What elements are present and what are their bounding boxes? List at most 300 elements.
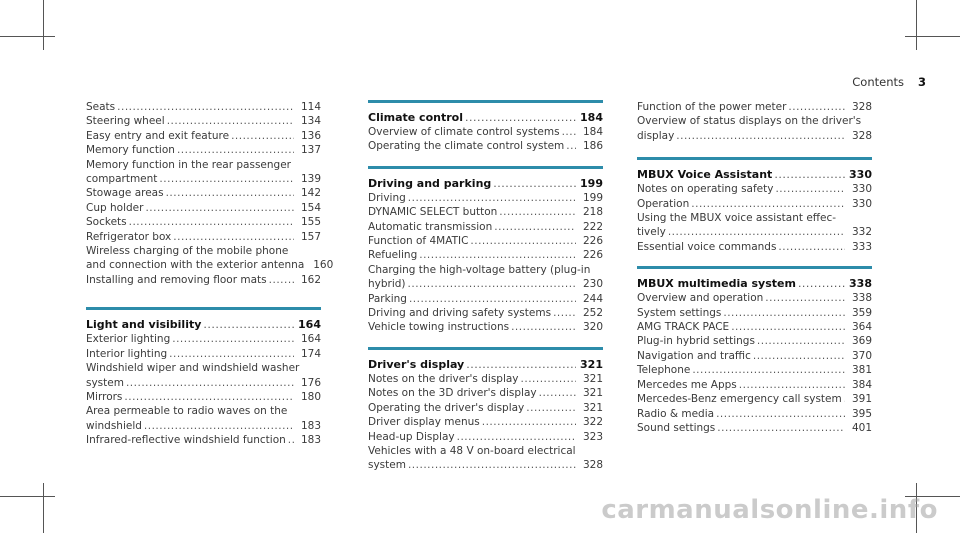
- dot-leader: [126, 376, 294, 390]
- toc-page-number: 162: [300, 273, 321, 286]
- toc-entry-line: [368, 139, 603, 153]
- toc-page-number: 139: [300, 173, 321, 186]
- toc-page-number: 160: [313, 259, 334, 272]
- dot-leader: [167, 114, 294, 128]
- toc-entry-text: and connection with the exterior antenna: [86, 259, 305, 272]
- toc-entry-line: [637, 421, 872, 435]
- section-heading[interactable]: [637, 168, 872, 182]
- toc-entry-line: [368, 125, 603, 139]
- toc-entry-line: [368, 458, 603, 472]
- toc-entry-line: [368, 401, 603, 415]
- dot-leader: [129, 215, 294, 229]
- toc-entry-text: Overview of climate control systems: [368, 126, 560, 138]
- header-title: Contents: [852, 75, 904, 89]
- dot-leader: [676, 129, 845, 143]
- toc-page-number: 164: [300, 333, 321, 346]
- section-page-number: 164: [298, 318, 321, 332]
- toc-entry[interactable]: [637, 100, 872, 114]
- dot-leader: [731, 320, 845, 334]
- toc-entry-text: Using the MBUX voice assistant effec-: [637, 212, 837, 225]
- toc-page-number: 328: [851, 101, 872, 113]
- dot-leader: [798, 277, 845, 291]
- toc-entry-text: Seats: [86, 101, 116, 113]
- toc-entry-text: Easy entry and exit feature: [86, 129, 230, 142]
- toc-entry-text: Operation: [637, 197, 690, 210]
- toc-entry-line: [368, 263, 603, 277]
- toc-entry-text: Installing and removing floor mats: [86, 273, 267, 286]
- section-title: Light and visibility: [86, 318, 202, 332]
- toc-entry[interactable]: [637, 392, 872, 406]
- toc-entry[interactable]: [86, 390, 321, 404]
- toc-page-number: 369: [851, 335, 872, 348]
- toc-entry-line: [368, 320, 603, 334]
- toc-entry[interactable]: [86, 361, 321, 390]
- toc-page-number: 384: [851, 378, 872, 391]
- toc-entry-text: Sockets: [86, 216, 127, 229]
- toc-entry-text: Mercedes me Apps: [637, 378, 737, 391]
- toc-entry-line: [86, 258, 334, 272]
- toc-entry[interactable]: [368, 430, 603, 444]
- toc-entry[interactable]: [637, 197, 872, 211]
- toc-page-number: 381: [851, 364, 872, 377]
- toc-entry[interactable]: [86, 129, 321, 143]
- toc-page-number: 154: [300, 201, 321, 214]
- toc-entry[interactable]: [86, 186, 321, 200]
- toc-entry-text: Driving: [368, 191, 406, 204]
- section-page-number: 330: [849, 168, 872, 182]
- toc-page-number: 142: [300, 187, 321, 200]
- dot-leader: [159, 172, 294, 186]
- toc-page-number: 226: [582, 235, 603, 248]
- section-heading[interactable]: [637, 277, 872, 291]
- section-page-number: 321: [580, 357, 603, 371]
- toc-entry-line: [368, 220, 603, 234]
- toc-entry[interactable]: [368, 292, 603, 306]
- toc-entry[interactable]: [637, 291, 872, 305]
- toc-entry[interactable]: [637, 114, 872, 143]
- crop-mark: [43, 0, 44, 50]
- toc-page-number: 199: [582, 191, 603, 204]
- toc-entry-text: Parking: [368, 292, 407, 305]
- toc-page-number: 333: [851, 240, 872, 253]
- toc-entry[interactable]: [86, 404, 321, 433]
- dot-leader: [408, 191, 576, 205]
- toc-entry-text: display: [637, 129, 675, 142]
- toc-page-number: 332: [851, 226, 872, 239]
- toc-section: [368, 166, 603, 335]
- toc-entry-line: [86, 244, 321, 258]
- toc-entry-text: Operating the driver's display: [368, 401, 525, 414]
- dot-leader: [499, 205, 576, 219]
- toc-entry-text: Function of the power meter: [637, 101, 787, 113]
- toc-page-number: 114: [300, 101, 321, 113]
- toc-entry-line: [86, 172, 321, 186]
- toc-entry[interactable]: [368, 139, 603, 153]
- dot-leader: [145, 201, 294, 215]
- section-heading[interactable]: [368, 358, 603, 372]
- toc-entry-line: [637, 349, 872, 363]
- toc-entry-text: Refueling: [368, 249, 418, 262]
- toc-entry-line: [637, 334, 872, 348]
- toc-page-number: 321: [582, 387, 603, 400]
- section-page-number: 338: [849, 277, 872, 291]
- section-heading-line: [368, 358, 603, 372]
- toc-entry-line: [368, 205, 603, 219]
- toc-entry-text: Notes on operating safety: [637, 183, 774, 196]
- toc-entry[interactable]: [368, 444, 603, 473]
- toc-entry-text: Vehicle towing instructions: [368, 321, 510, 334]
- toc-entry-line: [86, 390, 321, 404]
- dot-leader: [716, 407, 845, 421]
- dot-leader: [494, 220, 576, 234]
- toc-entry-line: [86, 158, 321, 172]
- toc-page-number: 136: [300, 129, 321, 142]
- dot-leader: [562, 125, 576, 139]
- dot-leader: [482, 415, 576, 429]
- toc-page-number: 155: [300, 216, 321, 229]
- toc-page-number: 322: [582, 416, 603, 429]
- toc-entry[interactable]: [86, 347, 321, 361]
- toc-entry-line: [86, 273, 321, 287]
- toc-section: [368, 100, 603, 154]
- toc-entry[interactable]: [86, 273, 321, 287]
- toc-column-1: [86, 100, 334, 448]
- toc-page-number: 180: [300, 390, 321, 403]
- section-heading-line: [368, 177, 603, 191]
- dot-leader: [288, 433, 294, 447]
- toc-page-number: 184: [582, 126, 603, 138]
- section-rule: [368, 347, 603, 350]
- dot-leader: [231, 129, 294, 143]
- dot-leader: [144, 419, 294, 433]
- toc-entry[interactable]: [637, 407, 872, 421]
- toc-entry-line: [637, 225, 872, 239]
- toc-page-number: 370: [851, 349, 872, 362]
- crop-mark: [0, 496, 55, 497]
- toc-entry-text: Area permeable to radio waves on the: [86, 405, 288, 418]
- toc-entry-text: system: [368, 459, 406, 472]
- toc-entry-text: system: [86, 376, 124, 389]
- toc-page-number: 134: [300, 115, 321, 128]
- toc-entry-line: [637, 407, 872, 421]
- section-heading-line: [637, 168, 872, 182]
- section-rule: [637, 266, 872, 269]
- dot-leader: [177, 143, 294, 157]
- section-rule: [86, 307, 321, 310]
- toc-entry-line: [637, 291, 872, 305]
- section-heading-line: [86, 318, 321, 332]
- toc-page-number: 137: [300, 144, 321, 157]
- toc-entry[interactable]: [637, 378, 872, 392]
- toc-page-number: 359: [851, 306, 872, 319]
- toc-entry[interactable]: [637, 363, 872, 377]
- toc-page-number: 338: [851, 292, 872, 305]
- toc-page-number: 226: [582, 249, 603, 262]
- dot-leader: [778, 240, 845, 254]
- toc-page-number: 183: [300, 434, 321, 447]
- toc-page-number: 244: [582, 292, 603, 305]
- toc-entry-line: [637, 306, 872, 320]
- toc-entry-line: [637, 320, 872, 334]
- toc-column-2: [368, 100, 603, 473]
- dot-leader: [511, 320, 576, 334]
- toc-page-number: 401: [851, 421, 872, 434]
- section-heading[interactable]: [86, 318, 321, 332]
- toc-entry[interactable]: [368, 248, 603, 262]
- dot-leader: [539, 386, 576, 400]
- section-title: MBUX multimedia system: [637, 277, 796, 291]
- toc-entry-line: [368, 444, 603, 458]
- toc-entry-line: [86, 347, 321, 361]
- toc-entry-text: System settings: [637, 306, 722, 319]
- crop-mark: [916, 0, 917, 50]
- toc-entry-text: Mirrors: [86, 390, 123, 403]
- toc-entry[interactable]: [86, 100, 321, 114]
- toc-entry-line: [368, 234, 603, 248]
- toc-entry-text: Interior lighting: [86, 347, 168, 360]
- dot-leader: [470, 234, 576, 248]
- toc-entry-line: [86, 376, 321, 390]
- toc-entry-text: Radio & media: [637, 407, 715, 420]
- toc-entry-line: [368, 292, 603, 306]
- toc-entry[interactable]: [637, 334, 872, 348]
- dot-leader: [668, 225, 845, 239]
- toc-entry-text: compartment: [86, 173, 158, 186]
- toc-entry[interactable]: [637, 306, 872, 320]
- toc-entry-text: Steering wheel: [86, 115, 165, 128]
- toc-page-number: 183: [300, 419, 321, 432]
- toc-entry-line: [637, 182, 872, 196]
- dot-leader: [172, 332, 294, 346]
- toc-entry-text: Automatic transmission: [368, 220, 493, 233]
- toc-entry[interactable]: [637, 349, 872, 363]
- toc-page-number: 218: [582, 206, 603, 219]
- toc-entry-text: tively: [637, 226, 666, 239]
- toc-page-number: 395: [851, 407, 872, 420]
- toc-page-number: 323: [582, 430, 603, 443]
- toc-entry-line: [637, 240, 872, 254]
- dot-leader: [723, 306, 845, 320]
- toc-entry-line: [368, 191, 603, 205]
- toc-entry-text: Infrared-reflective windshield function: [86, 434, 286, 447]
- toc-page-number: 252: [582, 307, 603, 320]
- section-page-number: 184: [580, 111, 603, 124]
- toc-page-number: 330: [851, 183, 872, 196]
- dot-leader: [493, 177, 576, 191]
- toc-entry[interactable]: [86, 201, 321, 215]
- toc-section: [637, 266, 872, 435]
- toc-entry-line: [368, 386, 603, 400]
- dot-leader: [765, 291, 845, 305]
- section-title: Climate control: [368, 111, 463, 124]
- toc-entry[interactable]: [86, 433, 321, 447]
- toc-page-number: 364: [851, 321, 872, 334]
- toc-entry[interactable]: [368, 401, 603, 415]
- toc-entry-line: [637, 363, 872, 377]
- toc-entry[interactable]: [637, 320, 872, 334]
- toc-entry-line: [368, 306, 603, 320]
- toc-entry-text: AMG TRACK PACE: [637, 321, 730, 334]
- page-header: [852, 75, 926, 89]
- toc-entry-text: Function of 4MATIC: [368, 235, 469, 248]
- toc-section: [637, 157, 872, 254]
- toc-entry-text: Plug-in hybrid settings: [637, 335, 755, 348]
- toc-entry-text: Wireless charging of the mobile phone: [86, 245, 289, 258]
- toc-entry-text: Memory function: [86, 144, 175, 157]
- toc-entry[interactable]: [368, 234, 603, 248]
- toc-entry-line: [86, 100, 321, 114]
- toc-entry-line: [368, 277, 603, 291]
- toc-entry-text: windshield: [86, 419, 142, 432]
- toc-page-number: 157: [300, 230, 321, 243]
- dot-leader: [408, 458, 576, 472]
- dot-leader: [124, 390, 294, 404]
- toc-entry-text: Driving and driving safety systems: [368, 307, 552, 320]
- toc-entry[interactable]: [86, 230, 321, 244]
- toc-page-number: 176: [300, 376, 321, 389]
- toc-entry-text: Notes on the driver's display: [368, 372, 519, 385]
- section-heading-line: [368, 111, 603, 125]
- dot-leader: [691, 197, 845, 211]
- dot-leader: [465, 111, 576, 125]
- toc-page-number: 321: [582, 401, 603, 414]
- toc-page-number: 328: [582, 459, 603, 472]
- dot-leader: [466, 358, 576, 372]
- toc-entry[interactable]: [637, 421, 872, 435]
- dot-leader: [753, 349, 845, 363]
- toc-entry-text: Notes on the 3D driver's display: [368, 387, 537, 400]
- dot-leader: [457, 430, 576, 444]
- toc-entry[interactable]: [637, 182, 872, 196]
- toc-entry[interactable]: [368, 386, 603, 400]
- toc-entry-text: DYNAMIC SELECT button: [368, 206, 498, 219]
- toc-entry[interactable]: [86, 158, 321, 187]
- dot-leader: [566, 139, 576, 153]
- toc-entry[interactable]: [637, 240, 872, 254]
- dot-leader: [166, 186, 294, 200]
- dot-leader: [419, 248, 576, 262]
- toc-entry-line: [86, 215, 321, 229]
- toc-entry-text: Windshield wiper and windshield washer: [86, 362, 300, 375]
- toc-entry-text: Stowage areas: [86, 187, 164, 200]
- toc-entry-line: [637, 129, 872, 143]
- toc-entry-line: [637, 100, 872, 114]
- toc-entry[interactable]: [637, 211, 872, 240]
- toc-page-number: 330: [851, 197, 872, 210]
- toc-entry-line: [86, 186, 321, 200]
- toc-entry-line: [368, 430, 603, 444]
- toc-page-number: 328: [851, 129, 872, 142]
- toc-entry[interactable]: [86, 332, 321, 346]
- watermark: carmanualsonline.info: [601, 495, 938, 525]
- section-rule: [637, 157, 872, 160]
- toc-page-number: 174: [300, 347, 321, 360]
- toc-entry-text: Essential voice commands: [637, 240, 777, 253]
- toc-entry-text: Head-up Display: [368, 430, 455, 443]
- dot-leader: [173, 230, 294, 244]
- toc-entry[interactable]: [368, 125, 603, 139]
- toc-entry-text: Mercedes-Benz emergency call system: [637, 393, 842, 406]
- section-page-number: 199: [580, 176, 603, 190]
- dot-leader: [757, 334, 845, 348]
- toc-page-number: 186: [582, 140, 603, 153]
- crop-mark: [0, 36, 55, 37]
- toc-entry[interactable]: [368, 415, 603, 429]
- toc-entry[interactable]: [368, 191, 603, 205]
- dot-leader: [788, 100, 845, 114]
- section-heading[interactable]: [368, 177, 603, 191]
- section-title: Driving and parking: [368, 176, 492, 190]
- section-heading[interactable]: [368, 111, 603, 125]
- toc-entry[interactable]: [86, 215, 321, 229]
- dot-leader: [739, 378, 845, 392]
- toc-entry-line: [86, 433, 321, 447]
- toc-page-number: 320: [582, 321, 603, 334]
- crop-mark: [905, 36, 960, 37]
- toc-entry-text: Overview of status displays on the driver's: [637, 115, 862, 128]
- dot-leader: [409, 292, 576, 306]
- toc-entry-line: [637, 197, 872, 211]
- toc-page-number: 222: [582, 220, 603, 233]
- toc-entry-text: hybrid): [368, 278, 406, 291]
- section-rule: [368, 166, 603, 169]
- toc-entry[interactable]: [86, 114, 321, 128]
- toc-entry-line: [86, 143, 321, 157]
- toc-entry[interactable]: [368, 263, 603, 292]
- toc-page-number: 230: [582, 278, 603, 291]
- toc-page-number: 391: [851, 393, 872, 406]
- dot-leader: [526, 401, 576, 415]
- toc-column-3: [637, 100, 872, 435]
- toc-entry-text: Sound settings: [637, 421, 716, 434]
- crop-mark: [43, 483, 44, 533]
- toc-entry-line: [368, 248, 603, 262]
- toc-entry-text: Exterior lighting: [86, 333, 171, 346]
- dot-leader: [408, 277, 576, 291]
- toc-section: [368, 347, 603, 473]
- toc-entry-text: Driver display menus: [368, 416, 480, 429]
- toc-entry[interactable]: [368, 205, 603, 219]
- toc-entry[interactable]: [368, 220, 603, 234]
- toc-entry[interactable]: [86, 143, 321, 157]
- dot-leader: [717, 421, 845, 435]
- toc-entry[interactable]: [368, 306, 603, 320]
- dot-leader: [117, 100, 294, 114]
- toc-entry-text: Refrigerator box: [86, 230, 172, 243]
- toc-entry[interactable]: [368, 320, 603, 334]
- toc-entry-line: [86, 230, 321, 244]
- toc-entry[interactable]: [86, 244, 334, 273]
- toc-section: [86, 307, 321, 447]
- dot-leader: [774, 168, 845, 182]
- toc-entry-line: [86, 404, 321, 418]
- toc-entry-line: [86, 114, 321, 128]
- toc-entry-line: [86, 419, 321, 433]
- toc-entry-line: [368, 415, 603, 429]
- page-number: 3: [917, 75, 926, 89]
- toc-entry[interactable]: [368, 372, 603, 386]
- toc-entry-text: Overview and operation: [637, 292, 764, 305]
- dot-leader: [169, 347, 294, 361]
- dot-leader: [269, 273, 294, 287]
- section-heading-line: [637, 277, 872, 291]
- toc-entry-line: [637, 378, 872, 392]
- toc-entry-text: Cup holder: [86, 201, 144, 214]
- toc-entry-line: [86, 332, 321, 346]
- toc-entry-text: Vehicles with a 48 V on-board electrical: [368, 444, 576, 457]
- toc-entry-text: Navigation and traffic: [637, 349, 751, 362]
- dot-leader: [521, 372, 576, 386]
